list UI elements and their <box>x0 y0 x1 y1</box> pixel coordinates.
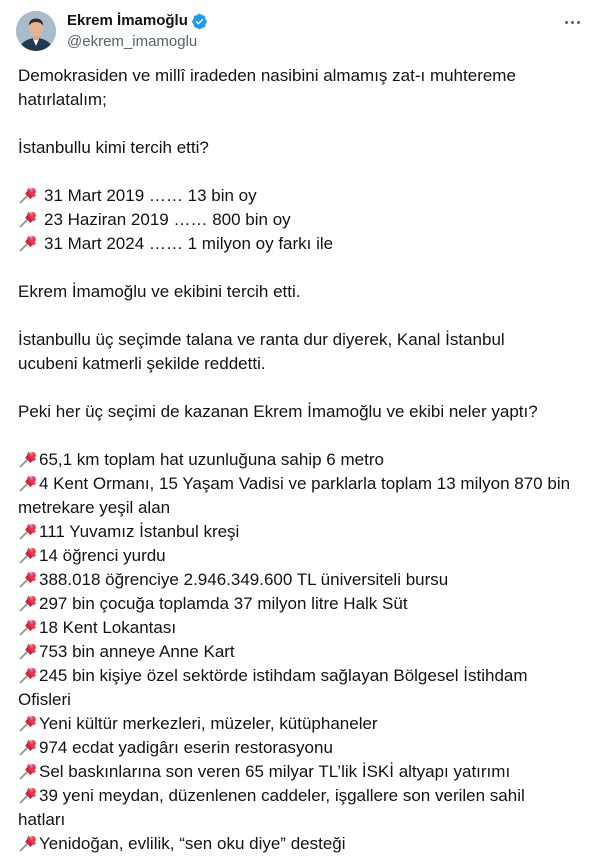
peki-text: Peki her üç seçimi de kazanan Ekrem İmamoğlu ve ekibi neler yaptı? <box>18 402 538 421</box>
achievement-text: 245 bin kişiye özel sektörde istihdam sağlayan Bölgesel İstihdam <box>39 666 528 685</box>
achievement-text: Yeni kültür merkezleri, müzeler, kütüphaneler <box>39 714 378 733</box>
pushpin-icon <box>18 618 38 636</box>
achievement-item <box>18 472 588 496</box>
tweet-text <box>18 64 588 856</box>
avatar[interactable] <box>16 11 56 51</box>
verified-badge-icon <box>191 13 208 30</box>
kanal-line-1: İstanbullu üç seçimde talana ve ranta dur diyerek, Kanal İstanbul <box>18 330 505 349</box>
intro-line-2: hatırlatalım; <box>18 90 107 109</box>
author-name[interactable]: Ekrem İmamoğlu <box>67 12 188 29</box>
election-text: 23 Haziran 2019 …… 800 bin oy <box>44 210 291 229</box>
election-item <box>18 184 588 208</box>
achievement-text: 4 Kent Ormanı, 15 Yaşam Vadisi ve parklarla toplam 13 milyon 870 bin <box>39 474 571 493</box>
pushpin-icon <box>18 594 38 612</box>
pushpin-icon <box>18 738 38 756</box>
achievement-text: 388.018 öğrenciye 2.946.349.600 TL üniversiteli bursu <box>39 570 449 589</box>
achievement-item <box>18 736 588 760</box>
achievement-item <box>18 664 588 688</box>
achievement-item <box>18 712 588 736</box>
pushpin-icon <box>18 786 38 804</box>
achievement-item <box>18 832 588 856</box>
achievement-item <box>18 520 588 544</box>
kanal-line-2: ucubeni katmerli şekilde reddetti. <box>18 354 266 373</box>
tweet-header <box>0 0 600 64</box>
pushpin-icon <box>18 666 38 684</box>
pushpin-icon <box>18 570 38 588</box>
achievement-continuation: hatları <box>18 810 66 829</box>
achievement-text: 65,1 km toplam hat uzunluğuna sahip 6 metro <box>39 450 384 469</box>
achievement-text: 297 bin çocuğa toplamda 37 milyon litre Halk Süt <box>39 594 408 613</box>
achievement-continuation: metrekare yeşil alan <box>18 498 171 517</box>
achievement-item <box>18 616 588 640</box>
pushpin-icon <box>18 474 38 492</box>
election-text: 31 Mart 2019 …… 13 bin oy <box>44 186 257 205</box>
pushpin-icon <box>18 546 38 564</box>
achievement-text: Sel baskınlarına son veren 65 milyar TL’lik İSKİ altyapı yatırımı <box>39 762 511 781</box>
pushpin-icon <box>18 834 38 852</box>
achievement-text: 18 Kent Lokantası <box>39 618 177 637</box>
achievement-text: Yenidoğan, evlilik, “sen oku diye” desteği <box>39 834 346 853</box>
pushpin-icon <box>18 714 38 732</box>
author-handle[interactable]: @ekrem_imamoglu <box>67 33 198 50</box>
pushpin-icon <box>18 234 38 252</box>
chose-text: Ekrem İmamoğlu ve ekibini tercih etti. <box>18 282 301 301</box>
achievement-item <box>18 592 588 616</box>
intro-line-1: Demokrasiden ve millî iradeden nasibini almamış zat-ı muhtereme <box>18 66 516 85</box>
achievement-item <box>18 640 588 664</box>
election-item <box>18 232 588 256</box>
achievement-item <box>18 784 588 808</box>
achievements-list <box>18 448 588 856</box>
achievement-text: 753 bin anneye Anne Kart <box>39 642 235 661</box>
more-options-icon[interactable] <box>562 12 582 32</box>
achievement-text: 39 yeni meydan, düzenlenen caddeler, işgallere son verilen sahil <box>39 786 525 805</box>
pushpin-icon <box>18 762 38 780</box>
pushpin-icon <box>18 210 38 228</box>
election-item <box>18 208 588 232</box>
achievement-item <box>18 568 588 592</box>
pushpin-icon <box>18 522 38 540</box>
achievement-text: 111 Yuvamız İstanbul kreşi <box>39 522 240 541</box>
election-text: 31 Mart 2024 …… 1 milyon oy farkı ile <box>44 234 334 253</box>
question-text: İstanbullu kimi tercih etti? <box>18 138 209 157</box>
pushpin-icon <box>18 450 38 468</box>
achievement-text: 974 ecdat yadigârı eserin restorasyonu <box>39 738 333 757</box>
achievement-item <box>18 544 588 568</box>
achievement-item <box>18 448 588 472</box>
achievement-item <box>18 760 588 784</box>
achievement-text: 14 öğrenci yurdu <box>39 546 166 565</box>
pushpin-icon <box>18 642 38 660</box>
pushpin-icon <box>18 186 38 204</box>
achievement-continuation: Ofisleri <box>18 690 71 709</box>
